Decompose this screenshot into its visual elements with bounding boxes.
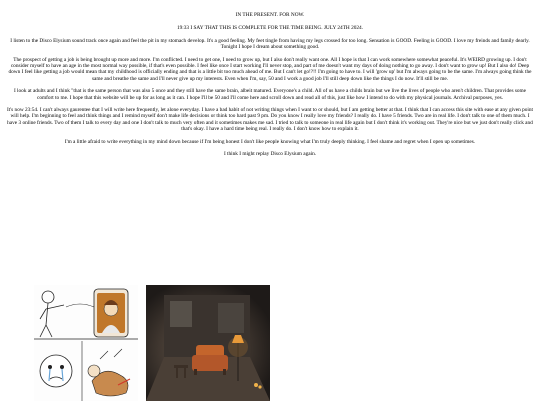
paragraph: I'm a little afraid to write everything in my mind down because if I'm being honest I don't like people knowing what I'm truly deeply thinking. I feel shame and regret when I open up sometimes. — [64, 138, 476, 145]
room-scene-icon — [146, 285, 270, 401]
paragraph: The prospect of getting a job is being brought up more and more. I'm conflicted. I need to get one, I need to grow up, but I also don't really want one. All I hope is that I can work somewhere somewhat peaceful. It's WEIRD growing up. I don't consider myself to have an age in the most normal way possible, if that's even possible. I feel like once I start working I'll never stop, and part of me doesn't want my days of doing nothing to go away. I don't want to grow up! But I also do! Deep down I feel like getting a job would mean that my childhood is officially ending and that is a little bit too much ahead of me. But I can't let go!?!! I'm going to have to. I will 'grow up' but I'm always going to be the same. I'm always going think the same and breathe the same and I'll never give up my interests. Even when I'm, say, 50 and I work a good job I'll still deep down like the things I do now. It'll still be me. — [8, 56, 532, 82]
paragraph: I look at adults and I think "that is the same person that was also 5 once and they still have the same brain, albeit matured. Everyone's a child. All of us have a childs brain but we live the lives of people who aren't children. That provides some comfort to me. I hope that this website will be up for as long as it can. I hope I'll be 50 and I'll come here and scroll down and read all of this, just like how I intend to do with my physical journals. Archival purposes, yes. — [13, 88, 527, 101]
paragraph: I think I might replay Disco Elysium again. — [223, 151, 317, 158]
comic-drawing-icon — [34, 285, 138, 401]
comic-strip-image — [34, 285, 138, 401]
paragraph: It's now 23:54. I can't always gaurentee that I will write here frequently, let alone everyday. I have a bad habit of not writing things when I want to or should, but I am getting better at that. I think that I can access this site with ease at any given point will help. I'm beginning to feel and think things and I remind myself don't make life decisions or think too hard past 9 pm. Do you know I really love my friends? I really do. I have 5 friends. Two are in real life. I don't talk to one of them much. I have 3 online friends. Two of them I talk to every day and one I don't talk to much very often and it sometimes makes me sad. I tried to talk to someone in real life again but I don't think it's working out. They're nice but we just don't really click and that's okay. I have a hard time being real. I really do. I don't know how to explain it. — [6, 107, 534, 133]
room-photo — [146, 285, 270, 401]
paragraph: I listen to the Disco Elysium sound track once again and feel the pit in my stomach develop. It's a good feeling. My feet tingle from having my legs crossed for too long. Sensation is GOOD. Feeling is GOOD. I love my freinds and family dearly. Tonight I hope I dream about something good. — [10, 37, 530, 51]
image-gallery — [34, 285, 504, 403]
journal-entry — [6, 12, 534, 158]
entry-heading: IN THE PRESENT. FOR NOW. — [235, 12, 305, 18]
entry-date-line: 19:33 I SAY THAT THIS IS COMPLETE FOR THE TIME BEING. JULY 24TH 2024. — [177, 25, 363, 32]
